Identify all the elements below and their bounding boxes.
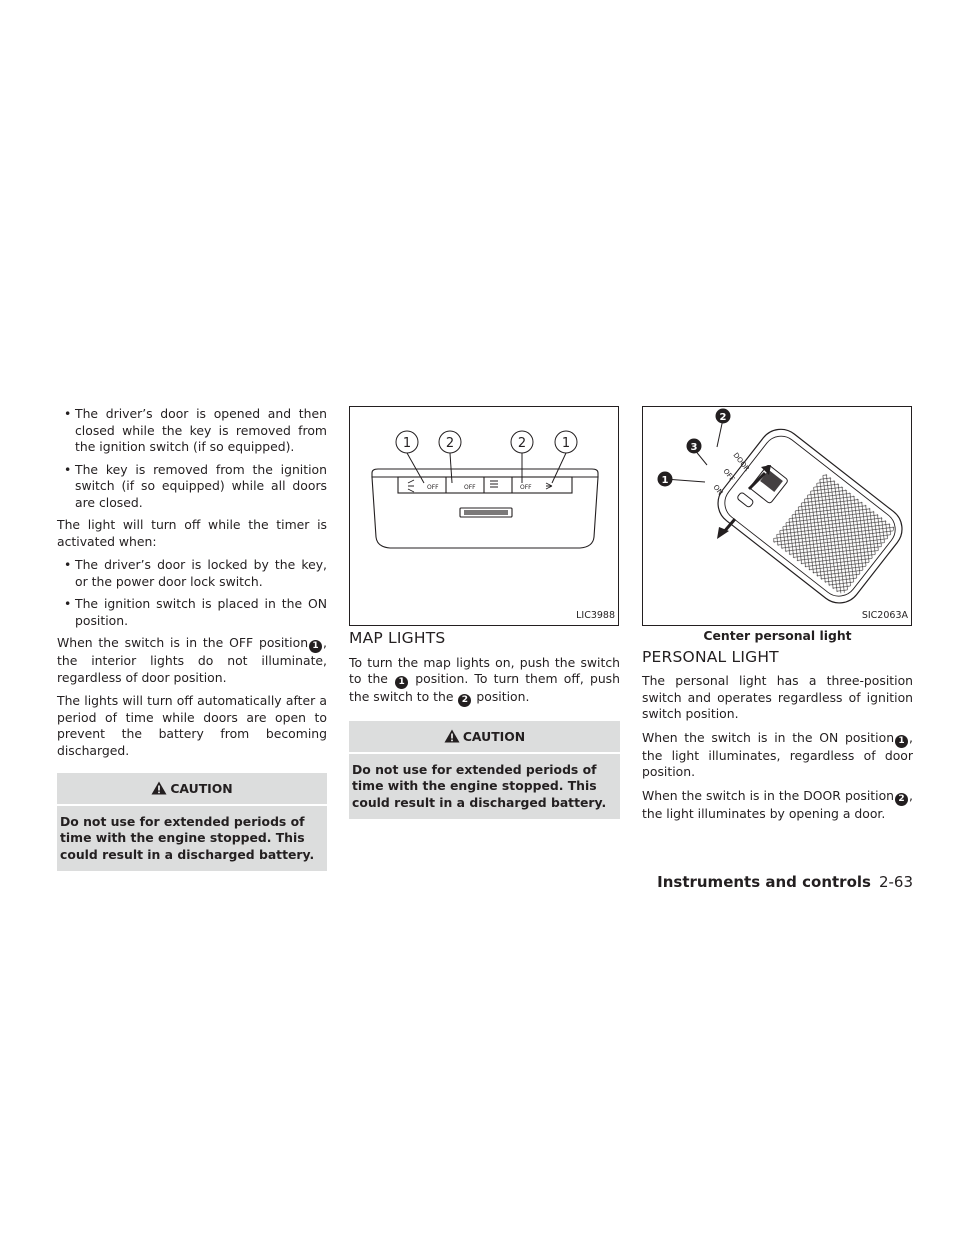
list-item: • The ignition switch is placed in the ON position. [57,596,327,629]
timer-off-list [57,557,327,629]
switch-position-label: OFF [721,467,737,483]
caution-title: CAUTION [170,781,233,796]
section-title: MAP LIGHTS [349,629,446,647]
grille-element [464,510,508,515]
caution-text: Do not use for extended periods of time with the engine stopped. This could result in a discharged battery. [352,761,607,810]
caution-header [57,773,327,804]
warning-icon [151,781,167,800]
section-title: PERSONAL LIGHT [642,647,779,666]
callout-label: 1 [402,436,412,451]
callout-number: 1 [895,735,908,748]
figure-code: SIC2063A [861,609,908,621]
caution-box [57,773,327,871]
off-position-paragraph [57,635,327,686]
list-item: • The driver’s door is locked by the key, or the power door lock switch. [57,557,327,590]
switch-position-label: ON [711,483,725,497]
on-position-paragraph [642,730,913,781]
para-text: , the light illuminates by opening a door. [642,787,913,821]
caution-title: CAUTION [462,729,526,744]
para-text: When the switch is in the DOOR position [642,787,895,803]
off-para-text: When the switch is in the OFF position [57,635,309,650]
callout-label: 3 [690,442,698,453]
callout-label: 1 [661,475,669,486]
list-item: • The key is removed from the ignition switch (if so equipped) while all doors are closed. [57,462,327,512]
switch-label: OFF [464,484,476,491]
para-text: When the switch is in the ON position [642,729,895,745]
para-text: position. To turn them off, push the switch to the [349,671,620,704]
para-text: , the light illuminates, regardless of door position. [642,729,913,779]
callout-number: 1 [395,676,408,689]
callout-number: 2 [458,694,471,707]
callout-number: 2 [895,793,908,806]
map-lights-illustration [350,407,618,625]
footer-section-name: Instruments and controls [657,873,871,891]
callout-label: 2 [445,436,455,451]
callout-label: 2 [517,436,527,451]
map-lights-paragraph [349,655,620,708]
callout-label: 1 [561,436,571,451]
personal-light-illustration [643,407,911,625]
column-right [642,406,913,829]
door-position-paragraph [642,788,913,823]
caution-header [349,721,620,752]
key-removed-list [57,406,327,511]
column-middle [349,406,620,819]
switch-label: OFF [427,484,439,491]
para-text: To turn the map lights on, push the switch to the [349,654,620,686]
page-number: 2-63 [878,873,913,891]
figure-caption: Center personal light [703,628,852,643]
callout-label: 2 [719,412,727,423]
switch-label: OFF [520,484,532,491]
off-para-text-end: , the interior lights do not illuminate, regardless of door position. [57,635,327,685]
auto-off-paragraph: The lights will turn off automatically after a period of time while doors are open to prevent the battery from becoming discharged. [57,693,327,758]
map-lights-figure [349,406,619,626]
page-footer [657,873,913,891]
personal-light-intro: The personal light has a three-position switch and operates regardless of ignition switch position. [642,673,913,721]
lens-hatching [772,473,896,596]
switch-position-label: DOOR [731,451,751,474]
personal-light-figure [642,406,912,626]
column-left [57,406,327,871]
list-item: • The driver’s door is opened and then closed while the key is removed from the ignition switch (if so equipped). [57,406,327,456]
para-text: position. [476,689,530,704]
timer-intro: The light will turn off while the timer is activated when: [57,517,327,549]
caution-box [349,721,620,819]
figure-code: LIC3988 [576,609,615,621]
callout-number: 1 [309,640,322,653]
warning-icon [444,729,460,748]
caution-text: Do not use for extended periods of time with the engine stopped. This could result in a discharged battery. [60,813,315,862]
